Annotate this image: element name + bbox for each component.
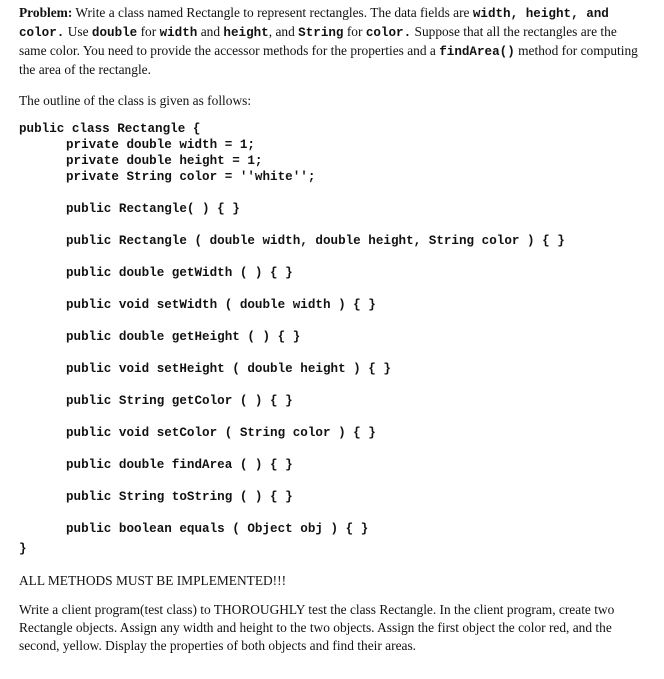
- problem-code-findarea: findArea(): [439, 45, 515, 59]
- code-line: public double getWidth ( ) { }: [66, 266, 293, 280]
- problem-text: for: [343, 24, 366, 39]
- problem-text: and: [197, 24, 224, 39]
- code-line: public void setWidth ( double width ) { }: [66, 298, 376, 312]
- code-line: private double height = 1;: [66, 154, 263, 168]
- code-line: public String toString ( ) { }: [66, 490, 293, 504]
- code-line: public void setHeight ( double height ) { }: [66, 362, 391, 376]
- code-line: public class Rectangle {: [19, 122, 201, 136]
- problem-code-string: String: [298, 26, 344, 40]
- problem-code-height: height: [223, 26, 269, 40]
- problem-text: for: [137, 24, 160, 39]
- problem-text: method for computing the area of the rectangle.: [19, 43, 638, 77]
- code-line: }: [19, 542, 27, 556]
- problem-code-width: width: [159, 26, 198, 40]
- code-line: public boolean equals ( Object obj ) { }: [66, 522, 369, 536]
- code-line: private double width = 1;: [66, 138, 255, 152]
- code-line: public Rectangle( ) { }: [66, 202, 240, 216]
- problem-text: Suppose that all the rectangles are the same color. You need to provide the accessor methods for the properties and a: [19, 24, 617, 58]
- client-instructions: Write a client program(test class) to THOROUGHLY test the class Rectangle. In the client program, create two Rectangle objects. Assign any width and height to the two objects. Assign the first object the color red, and the second, yellow. Display the properties of both objects and find their areas.: [19, 602, 615, 653]
- outline-intro: The outline of the class is given as follows:: [19, 93, 252, 108]
- problem-label: Problem:: [19, 5, 73, 20]
- code-line: public Rectangle ( double width, double height, String color ) { }: [66, 234, 565, 248]
- problem-text: , and: [268, 24, 299, 39]
- problem-code-fields: width, height, and color.: [19, 7, 609, 40]
- code-line: public void setColor ( String color ) { }: [66, 426, 376, 440]
- code-line: public String getColor ( ) { }: [66, 394, 293, 408]
- problem-statement: [19, 4, 647, 79]
- problem-code-color: color.: [365, 26, 412, 40]
- problem-code-double: double: [91, 26, 138, 40]
- problem-text: Write a class named Rectangle to represent rectangles. The data fields are: [72, 5, 473, 20]
- code-line: public double findArea ( ) { }: [66, 458, 293, 472]
- code-line: private String color = ''white'';: [66, 170, 316, 184]
- all-methods-note: ALL METHODS MUST BE IMPLEMENTED!!!: [19, 573, 287, 588]
- code-line: public double getHeight ( ) { }: [66, 330, 301, 344]
- problem-text: Use: [64, 24, 92, 39]
